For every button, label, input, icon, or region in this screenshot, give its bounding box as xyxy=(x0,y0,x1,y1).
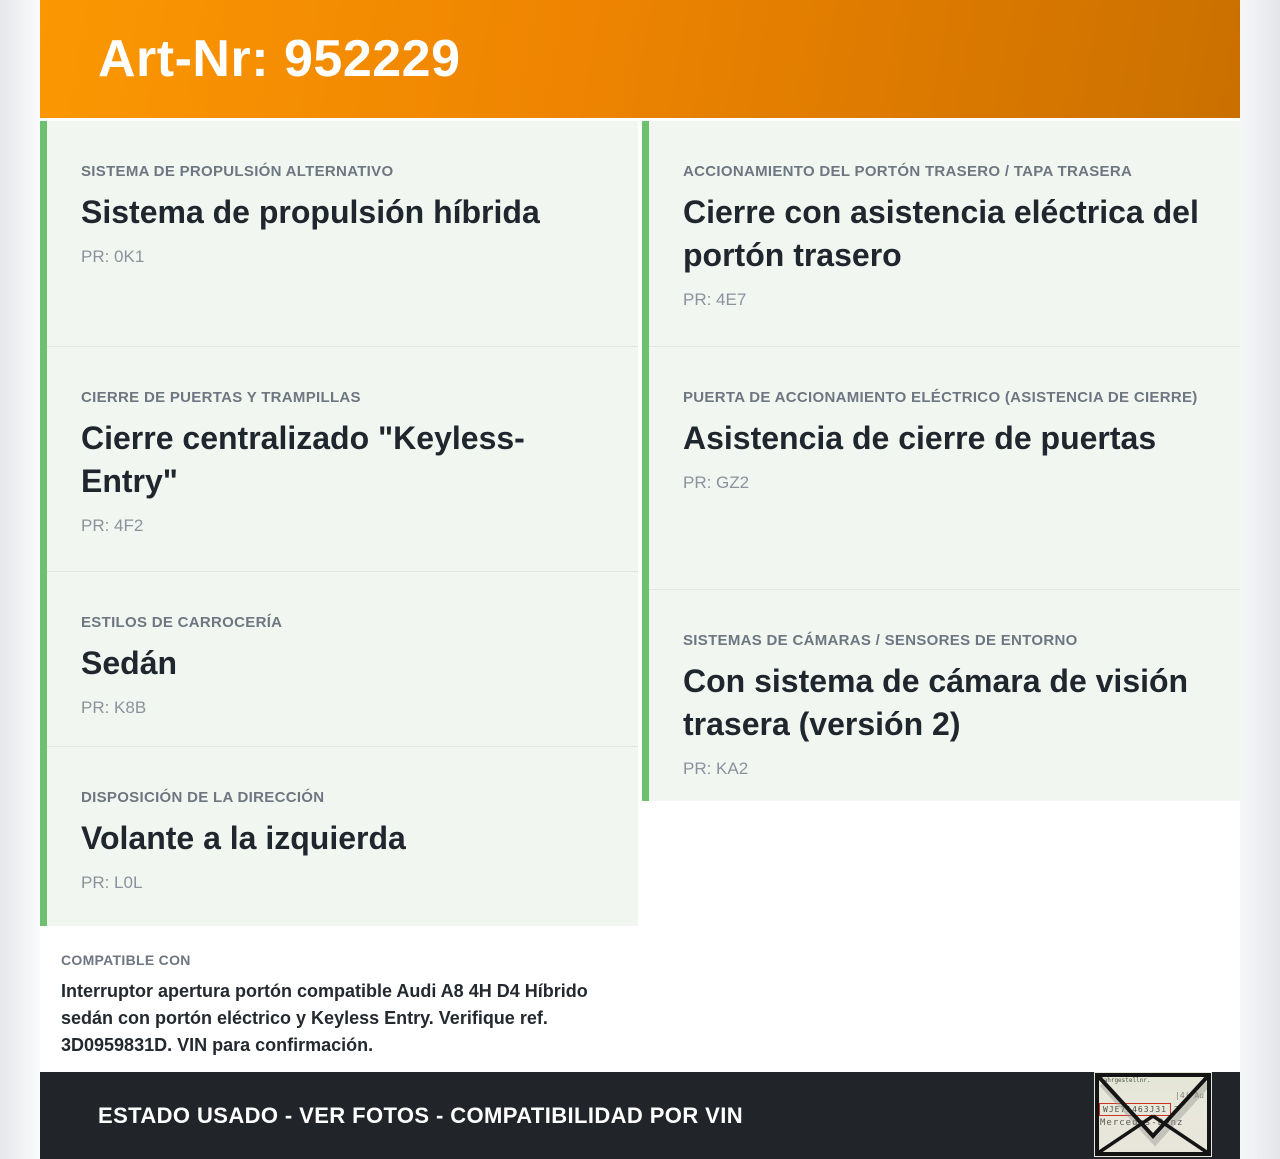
feature-card-steering xyxy=(47,746,638,926)
feature-card-door-assist xyxy=(649,346,1240,589)
page-right-margin xyxy=(1240,0,1280,1159)
card-category-label: SISTEMA DE PROPULSIÓN ALTERNATIVO xyxy=(81,163,394,180)
card-category-label: ESTILOS DE CARROCERÍA xyxy=(81,614,283,631)
condition-footer-bar xyxy=(40,1072,1240,1159)
compatibility-section xyxy=(40,926,638,1071)
card-title: Cierre con asistencia eléctrica del portón trasero xyxy=(683,193,1199,273)
card-pr-code: PR: GZ2 xyxy=(683,472,750,492)
card-stack-left xyxy=(40,121,638,926)
feature-card-central-locking xyxy=(47,346,638,571)
envelope-icon xyxy=(1094,1072,1212,1157)
feature-card-tailgate xyxy=(649,121,1240,346)
feature-column-right xyxy=(642,121,1240,801)
article-number-header xyxy=(40,0,1240,118)
card-pr-code: PR: 4E7 xyxy=(683,290,747,310)
card-title: Asistencia de cierre de puertas xyxy=(683,419,1157,456)
card-title: Volante a la izquierda xyxy=(81,819,406,856)
compatibility-label: COMPATIBLE CON xyxy=(61,952,191,968)
card-pr-code: PR: 0K1 xyxy=(81,246,145,266)
card-title: Sedán xyxy=(81,644,178,681)
compatibility-text: Interruptor apertura portón compatible Audi A8 4H D4 Híbrido sedán con portón eléctrico y Keyless Entry. Verifique ref. 3D0959831D. VIN para confirmación. xyxy=(61,981,588,1055)
feature-column-left xyxy=(40,121,638,1071)
card-pr-code: PR: L0L xyxy=(81,872,143,892)
sticker-field-label: Fahrgestellnr. xyxy=(1100,1077,1151,1084)
card-category-label: PUERTA DE ACCIONAMIENTO ELÉCTRICO (ASISTENCIA DE CIERRE) xyxy=(683,389,1198,406)
feature-grid xyxy=(40,121,1240,1071)
article-number-title: Art-Nr: 952229 xyxy=(98,30,461,88)
card-category-label: ACCIONAMIENTO DEL PORTÓN TRASERO / TAPA TRASERA xyxy=(683,163,1133,180)
page-left-margin xyxy=(0,0,40,1159)
card-pr-code: PR: K8B xyxy=(81,697,147,717)
sticker-vin-value: WJE71463J31 xyxy=(1099,1103,1171,1116)
card-title: Con sistema de cámara de visión trasera (versión 2) xyxy=(683,662,1189,742)
card-pr-code: PR: 4F2 xyxy=(81,516,144,536)
condition-footer-text: ESTADO USADO - VER FOTOS - COMPATIBILIDAD POR VIN xyxy=(98,1102,743,1128)
listing-content xyxy=(40,0,1240,1159)
sticker-detail-text: |4| Au xyxy=(1175,1091,1204,1100)
card-category-label: SISTEMAS DE CÁMARAS / SENSORES DE ENTORNO xyxy=(683,632,1078,649)
vin-sticker-image xyxy=(1094,1072,1212,1157)
card-pr-code: PR: KA2 xyxy=(683,759,749,779)
card-category-label: CIERRE DE PUERTAS Y TRAMPILLAS xyxy=(81,389,361,406)
feature-card-propulsion xyxy=(47,121,638,346)
card-title: Cierre centralizado "Keyless-Entry" xyxy=(81,419,525,499)
card-category-label: DISPOSICIÓN DE LA DIRECCIÓN xyxy=(81,789,325,806)
card-title: Sistema de propulsión híbrida xyxy=(81,193,540,230)
feature-card-rear-camera xyxy=(649,589,1240,801)
sticker-vin-suffix: 7 xyxy=(1173,1105,1180,1114)
sticker-brand-text: Mercedes-Benz xyxy=(1100,1118,1184,1128)
card-stack-right xyxy=(642,121,1240,801)
feature-card-body-style xyxy=(47,571,638,746)
